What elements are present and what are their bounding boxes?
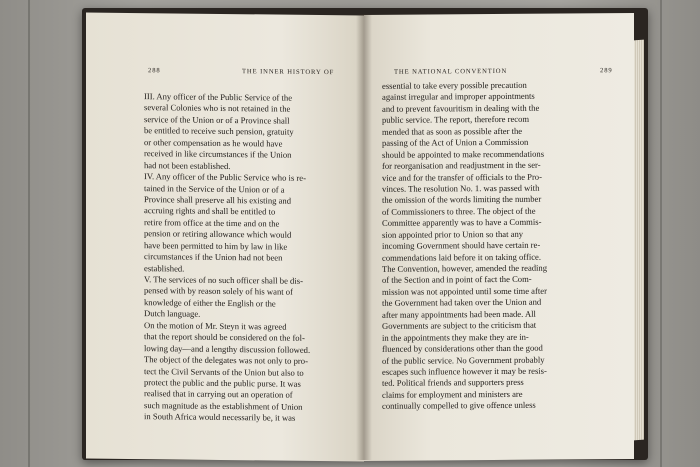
text-line: after many appointments had been made. All <box>382 308 536 320</box>
text-line: pension or retiring allowance which would <box>144 228 292 240</box>
text-line: tect the Civil Servants of the Union but also to <box>144 365 304 378</box>
text-line: commendations laid before it on taking office. <box>382 251 542 263</box>
left-page-number: 288 <box>148 67 161 75</box>
text-line: incoming Government should have certain re- <box>382 239 541 251</box>
text-line: passing of the Act of Union a Commission <box>382 136 529 149</box>
text-line: several Colonies who is not retained in the <box>144 102 291 115</box>
book-gutter <box>356 14 372 460</box>
right-page <box>364 13 634 461</box>
text-line: should be appointed to make recommendations <box>382 148 545 160</box>
text-line: Province shall preserve all his existing and <box>144 194 292 206</box>
text-line: established. <box>144 262 185 274</box>
text-line: essential to take every possible precaution <box>382 79 527 91</box>
text-line: the Government had taken over the Union and <box>382 297 542 309</box>
text-line: tained in the Service of the Union or of a <box>144 182 285 195</box>
text-line: Dutch language. <box>144 308 201 320</box>
text-line: against irregular and improper appointments <box>382 91 535 103</box>
text-line: retire from office at the time and on the <box>144 216 280 229</box>
text-line: III. Any officer of the Public Service of the <box>144 91 293 103</box>
floor-plank-seam <box>28 0 30 467</box>
page-edges <box>634 40 644 441</box>
left-running-head: THE INNER HISTORY OF <box>242 68 335 77</box>
text-line: the omission of the words limiting the number <box>382 194 542 206</box>
text-line: escapes such influence however it may be resis- <box>382 365 547 377</box>
text-line: pensed with by reason solely of his want of <box>144 285 293 298</box>
text-line: that the report should be considered on the fol- <box>144 331 305 344</box>
text-line: received in like circumstances if the Union <box>144 148 292 160</box>
left-page-text <box>144 91 310 424</box>
text-line: accruing rights and shall be entitled to <box>144 205 276 217</box>
text-line: service of the Union or of a Province shall <box>144 114 290 126</box>
text-line: vice and for the transfer of officials to the Pro- <box>382 171 542 183</box>
text-line: for reorganisation and readjustment in the ser- <box>382 159 541 171</box>
text-line: circumstances if the Union had not been <box>144 251 283 263</box>
text-line: On the motion of Mr. Steyn it was agreed <box>144 319 287 332</box>
text-line: Committee apparently was to have a Commis- <box>382 216 542 229</box>
text-line: such magnitude as the establishment of Union <box>144 399 303 412</box>
right-running-head: THE NATIONAL CONVENTION <box>394 67 508 76</box>
text-line: knowledge of either the English or the <box>144 297 276 309</box>
text-line: Governments are subject to the criticism that <box>382 319 537 332</box>
text-line: realised that in carrying out an operation of <box>144 388 293 401</box>
text-line: lowing day—and a lengthy discussion followed. <box>144 342 311 355</box>
text-line: had not been established. <box>144 159 231 171</box>
text-line: mission was not appointed until some time after <box>382 285 547 297</box>
text-line: ted. Political friends and supporters press <box>382 377 524 389</box>
text-line: sion appointed prior to Union so that any <box>382 228 524 240</box>
text-line: The object of the delegates was not only to pro- <box>144 354 308 366</box>
text-line: vinces. The resolution No. 1. was passed with <box>382 182 540 194</box>
right-page-text <box>382 80 547 413</box>
text-line: continually compelled to give offence unless <box>382 399 536 412</box>
text-line: claims for employment and ministers are <box>382 388 523 400</box>
left-page <box>86 13 364 462</box>
text-line: in South Africa would necessarily be, it was <box>144 411 296 423</box>
text-line: protect the public and the public purse. It was <box>144 377 301 389</box>
text-line: and to prevent favouritism in dealing with the <box>382 102 540 114</box>
text-line: of Commissioners to three. The object of the <box>382 205 536 217</box>
text-line: be entitled to receive such pension, gratuity <box>144 125 294 138</box>
text-line: have been permitted to him by law in like <box>144 239 288 252</box>
text-line: in the appointments they make they are in- <box>382 331 529 343</box>
text-line: The Convention, however, amended the reading <box>382 262 548 274</box>
text-line: IV. Any officer of the Public Service who is re- <box>144 171 306 183</box>
text-line: of the Section and in point of fact the Com- <box>382 274 532 286</box>
text-line: fluenced by considerations other than the good <box>382 342 543 354</box>
right-page-number: 289 <box>600 67 613 75</box>
text-line: public service. The report, therefore recom <box>382 114 530 126</box>
text-line: or other compensation as he would have <box>144 136 283 149</box>
text-line: mended that as soon as possible after the <box>382 125 523 137</box>
text-line: V. The services of no such officer shall be dis- <box>144 274 303 286</box>
floor-plank-seam <box>660 0 662 467</box>
text-line: of the public service. No Government probably <box>382 354 545 366</box>
